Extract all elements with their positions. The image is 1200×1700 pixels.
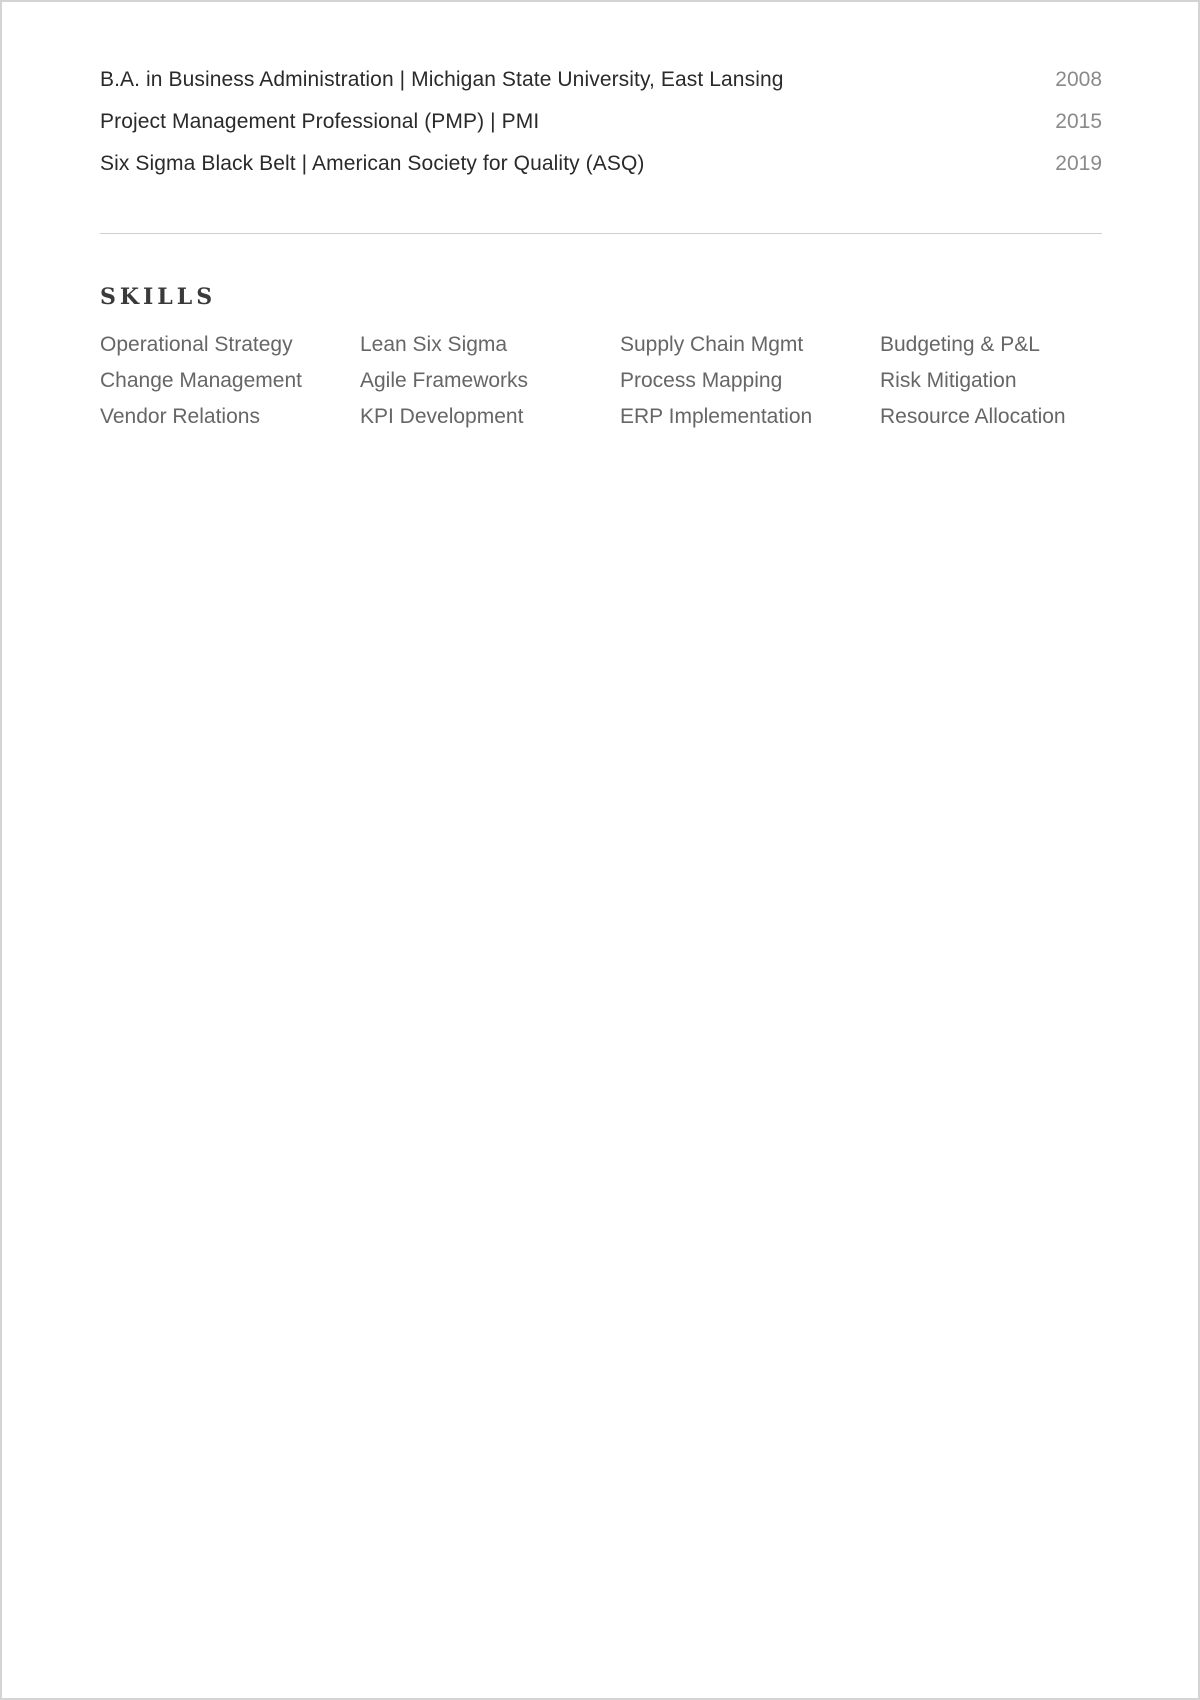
skill-item: Resource Allocation — [880, 405, 1066, 428]
skills-heading: SKILLS — [100, 284, 217, 310]
education-year: 2019 — [1055, 152, 1102, 175]
skill-item: Risk Mitigation — [880, 369, 1017, 392]
education-entry — [100, 68, 1102, 110]
skill-item: Process Mapping — [620, 369, 783, 392]
education-title: B.A. in Business Administration | Michigan State University, East Lansing — [100, 68, 784, 91]
skill-item: ERP Implementation — [620, 405, 813, 428]
skill-item: Agile Frameworks — [360, 369, 529, 392]
skill-item: Lean Six Sigma — [360, 333, 508, 356]
skill-item: Change Management — [100, 369, 302, 392]
education-entry — [100, 110, 1102, 152]
skill-item: Budgeting & P&L — [880, 333, 1040, 356]
education-year: 2008 — [1055, 68, 1102, 91]
skill-item: KPI Development — [360, 405, 524, 428]
section-divider — [100, 233, 1102, 234]
education-entry — [100, 152, 1102, 194]
skill-item: Operational Strategy — [100, 333, 293, 356]
skill-item: Vendor Relations — [100, 405, 260, 428]
education-title: Six Sigma Black Belt | American Society for Quality (ASQ) — [100, 152, 645, 175]
education-title: Project Management Professional (PMP) | PMI — [100, 110, 540, 133]
skills-grid — [100, 333, 1102, 441]
skill-item: Supply Chain Mgmt — [620, 333, 804, 356]
education-year: 2015 — [1055, 110, 1102, 133]
education-list — [100, 68, 1102, 194]
